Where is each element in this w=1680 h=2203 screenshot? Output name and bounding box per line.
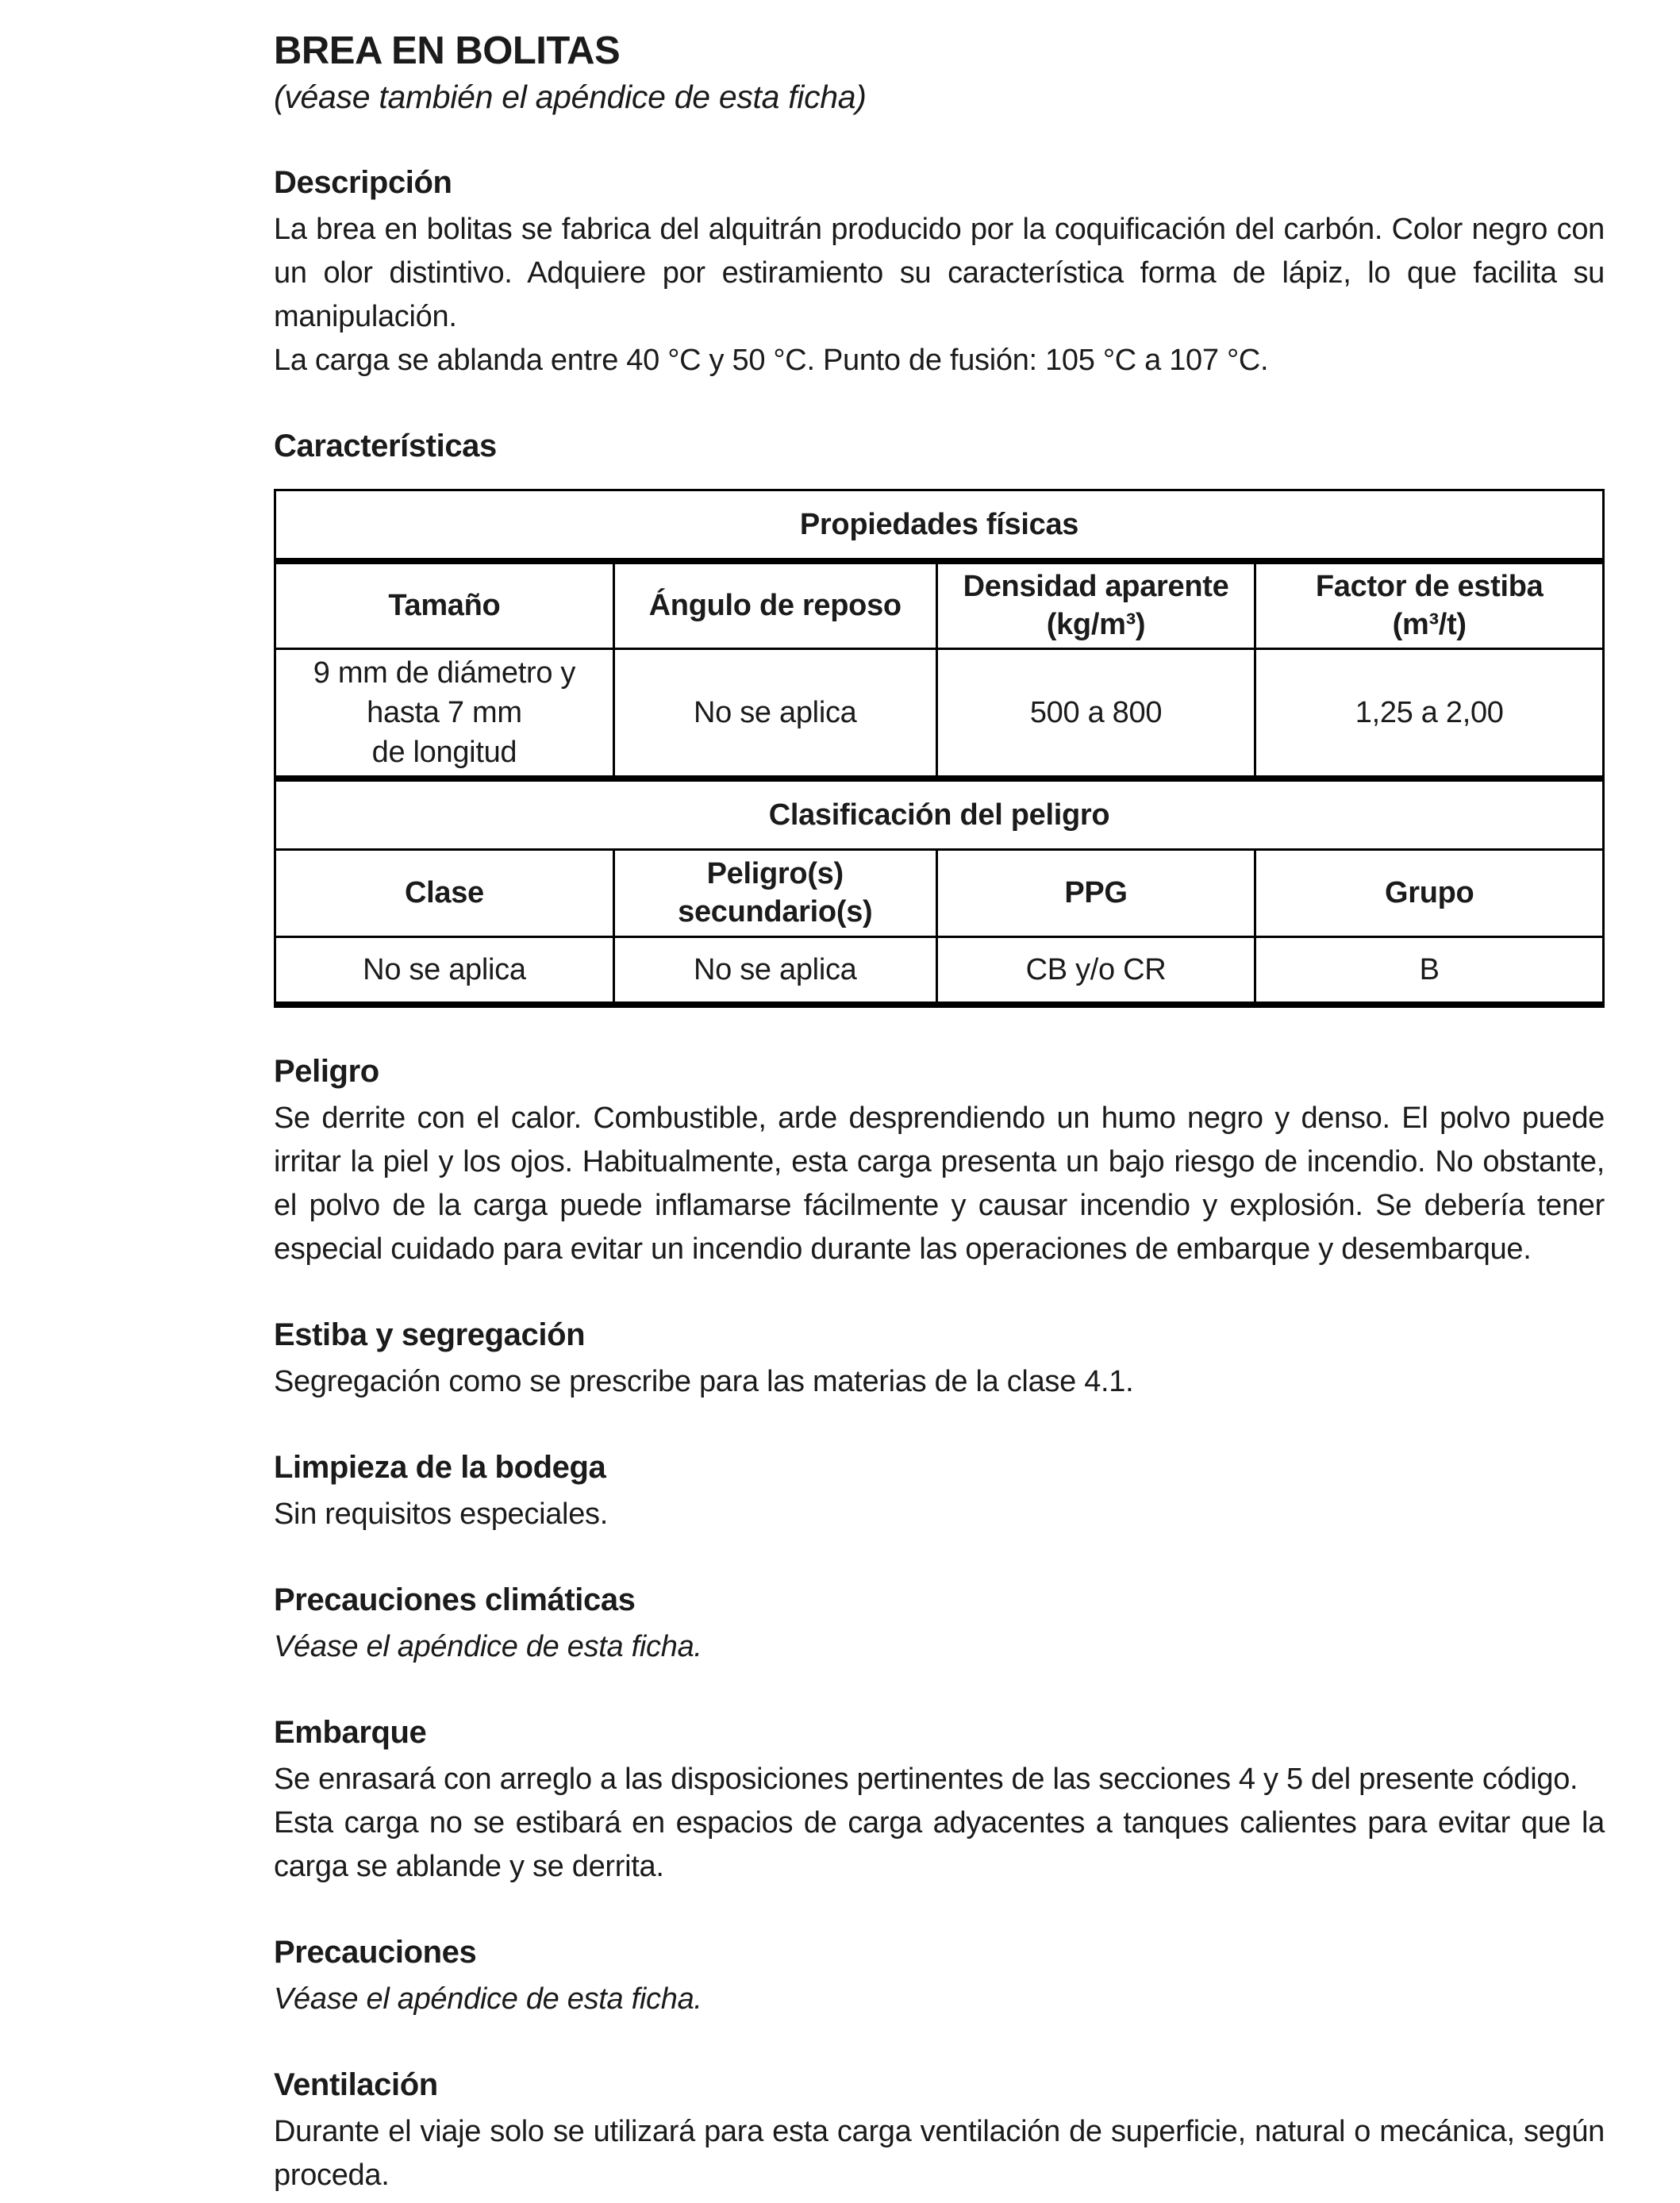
cell-grupo: B	[1255, 936, 1604, 1005]
paragraph-embarque-2: Esta carga no se estibará en espacios de carga adyacentes a tanques calientes para evitar que la carga se ablande y se derrita.	[274, 1806, 1605, 1883]
section-heading-peligro: Peligro	[274, 1054, 379, 1089]
hazard-classification-title-row	[275, 779, 1604, 850]
column-header-line: Tamaño	[388, 589, 501, 623]
section-heading-precauciones-climaticas: Precauciones climáticas	[274, 1582, 636, 1617]
paragraph-limpieza-de-la-bodega: Sin requisitos especiales.	[274, 1498, 608, 1531]
paragraph-ventilacion: Durante el viaje solo se utilizará para esta carga ventilación de superficie, natural o mecánica, según proceda.	[274, 2115, 1605, 2192]
column-header-line: Ángulo de reposo	[648, 589, 902, 623]
paragraph-descripcion-1: La brea en bolitas se fabrica del alquitrán producido por la coquificación del carbón. Color negro con un olor distintivo. Adquiere por estiramiento su característica forma de lápiz, lo que facilita su manipulación.	[274, 213, 1605, 333]
column-header-factor-de-estiba	[1255, 561, 1604, 648]
column-header-angulo-de-reposo	[613, 561, 936, 648]
cell-tamano-line: 9 mm de diámetro y	[313, 656, 576, 690]
paragraph-descripcion-2: La carga se ablanda entre 40 °C y 50 °C. Punto de fusión: 105 °C a 107 °C.	[274, 344, 1269, 377]
section-heading-descripcion: Descripción	[274, 165, 452, 200]
paragraph-precauciones-climaticas: Véase el apéndice de esta ficha.	[274, 1630, 702, 1663]
characteristics-table	[274, 489, 1605, 1008]
hazard-values-row	[275, 936, 1604, 1005]
paragraph-estiba-y-segregacion: Segregación como se prescribe para las materias de la clase 4.1.	[274, 1365, 1134, 1398]
column-header-line: Peligro(s)	[706, 857, 844, 890]
cell-tamano-line: de longitud	[371, 735, 517, 769]
physical-header-row	[275, 561, 1604, 648]
page-title: BREA EN BOLITAS	[274, 29, 621, 72]
page-subtitle: (véase también el apéndice de esta ficha)	[274, 79, 867, 115]
cell-factor-de-estiba: 1,25 a 2,00	[1255, 648, 1604, 779]
column-header-peligro-secundario	[613, 849, 936, 936]
column-header-unit: (kg/m³)	[1046, 608, 1146, 642]
cell-ppg: CB y/o CR	[936, 936, 1255, 1005]
cell-peligro-secundario: No se aplica	[613, 936, 936, 1005]
section-heading-embarque: Embarque	[274, 1715, 427, 1750]
hazard-classification-title: Clasificación del peligro	[275, 779, 1604, 850]
cell-angulo-de-reposo: No se aplica	[613, 648, 936, 779]
column-header-tamano	[275, 561, 614, 648]
column-header-line: Factor de estiba	[1315, 570, 1544, 604]
column-header-clase	[275, 849, 614, 936]
section-heading-limpieza-de-la-bodega: Limpieza de la bodega	[274, 1450, 606, 1485]
section-heading-estiba-y-segregacion: Estiba y segregación	[274, 1317, 586, 1352]
cell-tamano	[275, 648, 614, 779]
cell-clase: No se aplica	[275, 936, 614, 1005]
section-heading-caracteristicas: Características	[274, 429, 497, 463]
column-header-grupo	[1255, 849, 1604, 936]
cell-densidad-aparente: 500 a 800	[936, 648, 1255, 779]
paragraph-embarque-1: Se enrasará con arreglo a las disposiciones pertinentes de las secciones 4 y 5 del presente código.	[274, 1763, 1578, 1796]
column-header-line: secundario(s)	[678, 895, 873, 928]
physical-properties-title: Propiedades físicas	[275, 490, 1604, 562]
column-header-line: Grupo	[1384, 876, 1474, 909]
section-heading-ventilacion: Ventilación	[274, 2067, 438, 2102]
physical-properties-title-row	[275, 490, 1604, 562]
hazard-header-row	[275, 849, 1604, 936]
paragraph-peligro: Se derrite con el calor. Combustible, arde desprendiendo un humo negro y denso. El polvo puede irritar la piel y los ojos. Habitualmente, esta carga presenta un bajo riesgo de incendio. No obstante, el polvo de la carga puede inflamarse fácilmente y causar incendio y explosión. Se debería tener especial cuidado para evitar un incendio durante las operaciones de embarque y desembarque.	[274, 1102, 1605, 1266]
column-header-line: Densidad aparente	[963, 570, 1229, 604]
column-header-densidad-aparente	[936, 561, 1255, 648]
section-heading-precauciones: Precauciones	[274, 1935, 477, 1970]
column-header-unit: (m³/t)	[1392, 608, 1467, 642]
paragraph-precauciones: Véase el apéndice de esta ficha.	[274, 1982, 702, 2016]
column-header-line: Clase	[404, 876, 484, 909]
physical-values-row	[275, 648, 1604, 779]
column-header-line: PPG	[1064, 876, 1128, 909]
cell-tamano-line: hasta 7 mm	[367, 695, 522, 729]
column-header-ppg	[936, 849, 1255, 936]
